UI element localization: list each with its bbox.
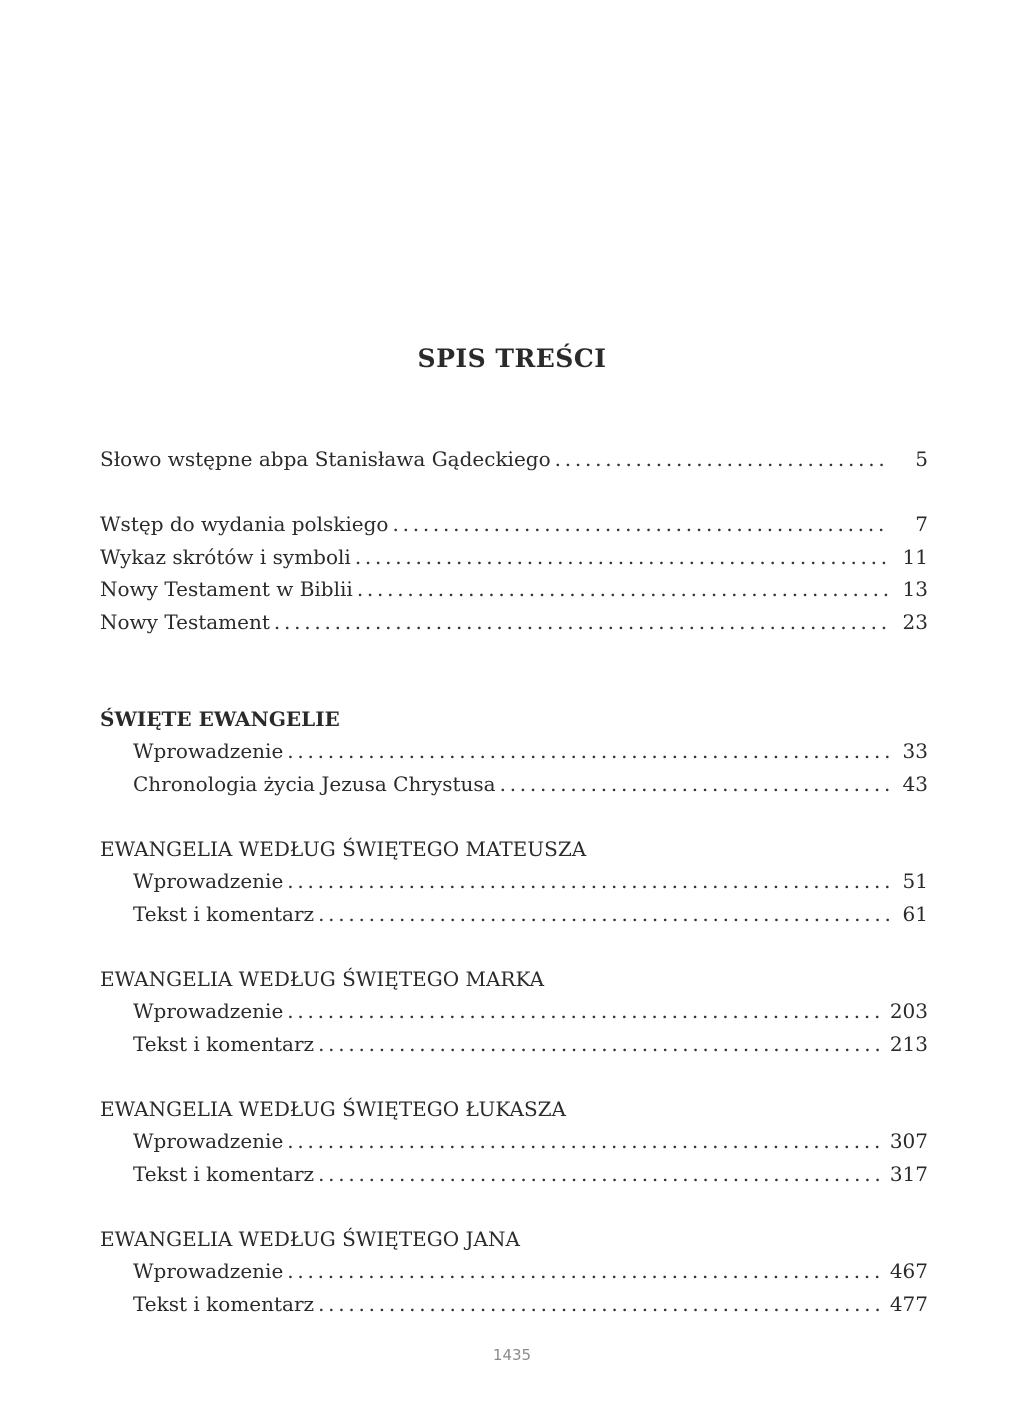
toc-entry-title: Wprowadzenie: [133, 739, 284, 763]
toc-entry-title: Wprowadzenie: [133, 1129, 284, 1153]
toc-entry-title: Tekst i komentarz: [133, 902, 315, 926]
toc-entry-page: 467: [889, 1259, 928, 1283]
toc-entry-title: Tekst i komentarz: [133, 1162, 315, 1186]
toc-entry-title: Wstęp do wydania polskiego: [100, 512, 389, 536]
toc-entry-page: 307: [889, 1129, 928, 1153]
page-number: 1435: [492, 1346, 532, 1364]
dot-leader: [287, 999, 886, 1023]
section-heading: EWANGELIA WEDŁUG ŚWIĘTEGO ŁUKASZA: [100, 1097, 566, 1121]
toc-entry-page: 43: [902, 772, 928, 796]
dot-leader: [318, 1292, 886, 1316]
toc-entry[interactable]: [100, 512, 928, 542]
page-title: SPIS TREŚCI: [417, 344, 607, 373]
toc-entry-title: Tekst i komentarz: [133, 1032, 315, 1056]
toc-entry-title: Nowy Testament: [100, 610, 270, 634]
toc-entry[interactable]: [100, 447, 928, 477]
toc-entry-page: 51: [902, 869, 928, 893]
toc-entry[interactable]: [133, 869, 928, 899]
toc-entry-page: 33: [902, 739, 928, 763]
toc-entry[interactable]: [100, 545, 928, 575]
toc-entry-page: 61: [902, 902, 928, 926]
dot-leader: [287, 869, 890, 893]
toc-entry-page: 5: [915, 447, 928, 471]
toc-entry[interactable]: [133, 902, 928, 932]
toc-entry-title: Tekst i komentarz: [133, 1292, 315, 1316]
toc-entry-page: 7: [915, 512, 928, 536]
toc-entry-title: Wprowadzenie: [133, 869, 284, 893]
toc-entry-title: Chronologia życia Jezusa Chrystusa: [133, 772, 496, 796]
toc-entry-title: Słowo wstępne abpa Stanisława Gądeckiego: [100, 447, 551, 471]
toc-entry-page: 23: [902, 610, 928, 634]
section-heading: ŚWIĘTE EWANGELIE: [100, 707, 340, 731]
toc-entry[interactable]: [100, 610, 928, 640]
toc-entry-title: Wykaz skrótów i symboli: [100, 545, 351, 569]
toc-entry[interactable]: [133, 1292, 928, 1322]
toc-entry[interactable]: [133, 1162, 928, 1192]
toc-entry-page: 203: [889, 999, 928, 1023]
dot-leader: [287, 1259, 886, 1283]
toc-entry[interactable]: [100, 577, 928, 607]
toc-entry-page: 213: [889, 1032, 928, 1056]
section-heading: EWANGELIA WEDŁUG ŚWIĘTEGO MATEUSZA: [100, 837, 587, 861]
dot-leader: [357, 577, 890, 601]
dot-leader: [500, 772, 890, 796]
dot-leader: [318, 902, 890, 926]
toc-entry[interactable]: [133, 999, 928, 1029]
toc-entry-title: Wprowadzenie: [133, 999, 284, 1023]
dot-leader: [274, 610, 890, 634]
toc-entry-title: Nowy Testament w Biblii: [100, 577, 353, 601]
toc-entry-page: 13: [902, 577, 928, 601]
toc-entry-page: 11: [902, 545, 928, 569]
toc-entry[interactable]: [133, 1259, 928, 1289]
dot-leader: [555, 447, 890, 471]
toc-entry-page: 477: [889, 1292, 928, 1316]
toc-entry[interactable]: [133, 1129, 928, 1159]
section-heading: EWANGELIA WEDŁUG ŚWIĘTEGO JANA: [100, 1227, 520, 1251]
toc-entry[interactable]: [133, 1032, 928, 1062]
dot-leader: [318, 1162, 886, 1186]
toc-entry[interactable]: [133, 772, 928, 802]
dot-leader: [318, 1032, 886, 1056]
dot-leader: [355, 545, 890, 569]
toc-entry-title: Wprowadzenie: [133, 1259, 284, 1283]
toc-entry[interactable]: [133, 739, 928, 769]
dot-leader: [392, 512, 890, 536]
toc-entry-page: 317: [889, 1162, 928, 1186]
dot-leader: [287, 739, 890, 763]
section-heading: EWANGELIA WEDŁUG ŚWIĘTEGO MARKA: [100, 967, 545, 991]
dot-leader: [287, 1129, 886, 1153]
